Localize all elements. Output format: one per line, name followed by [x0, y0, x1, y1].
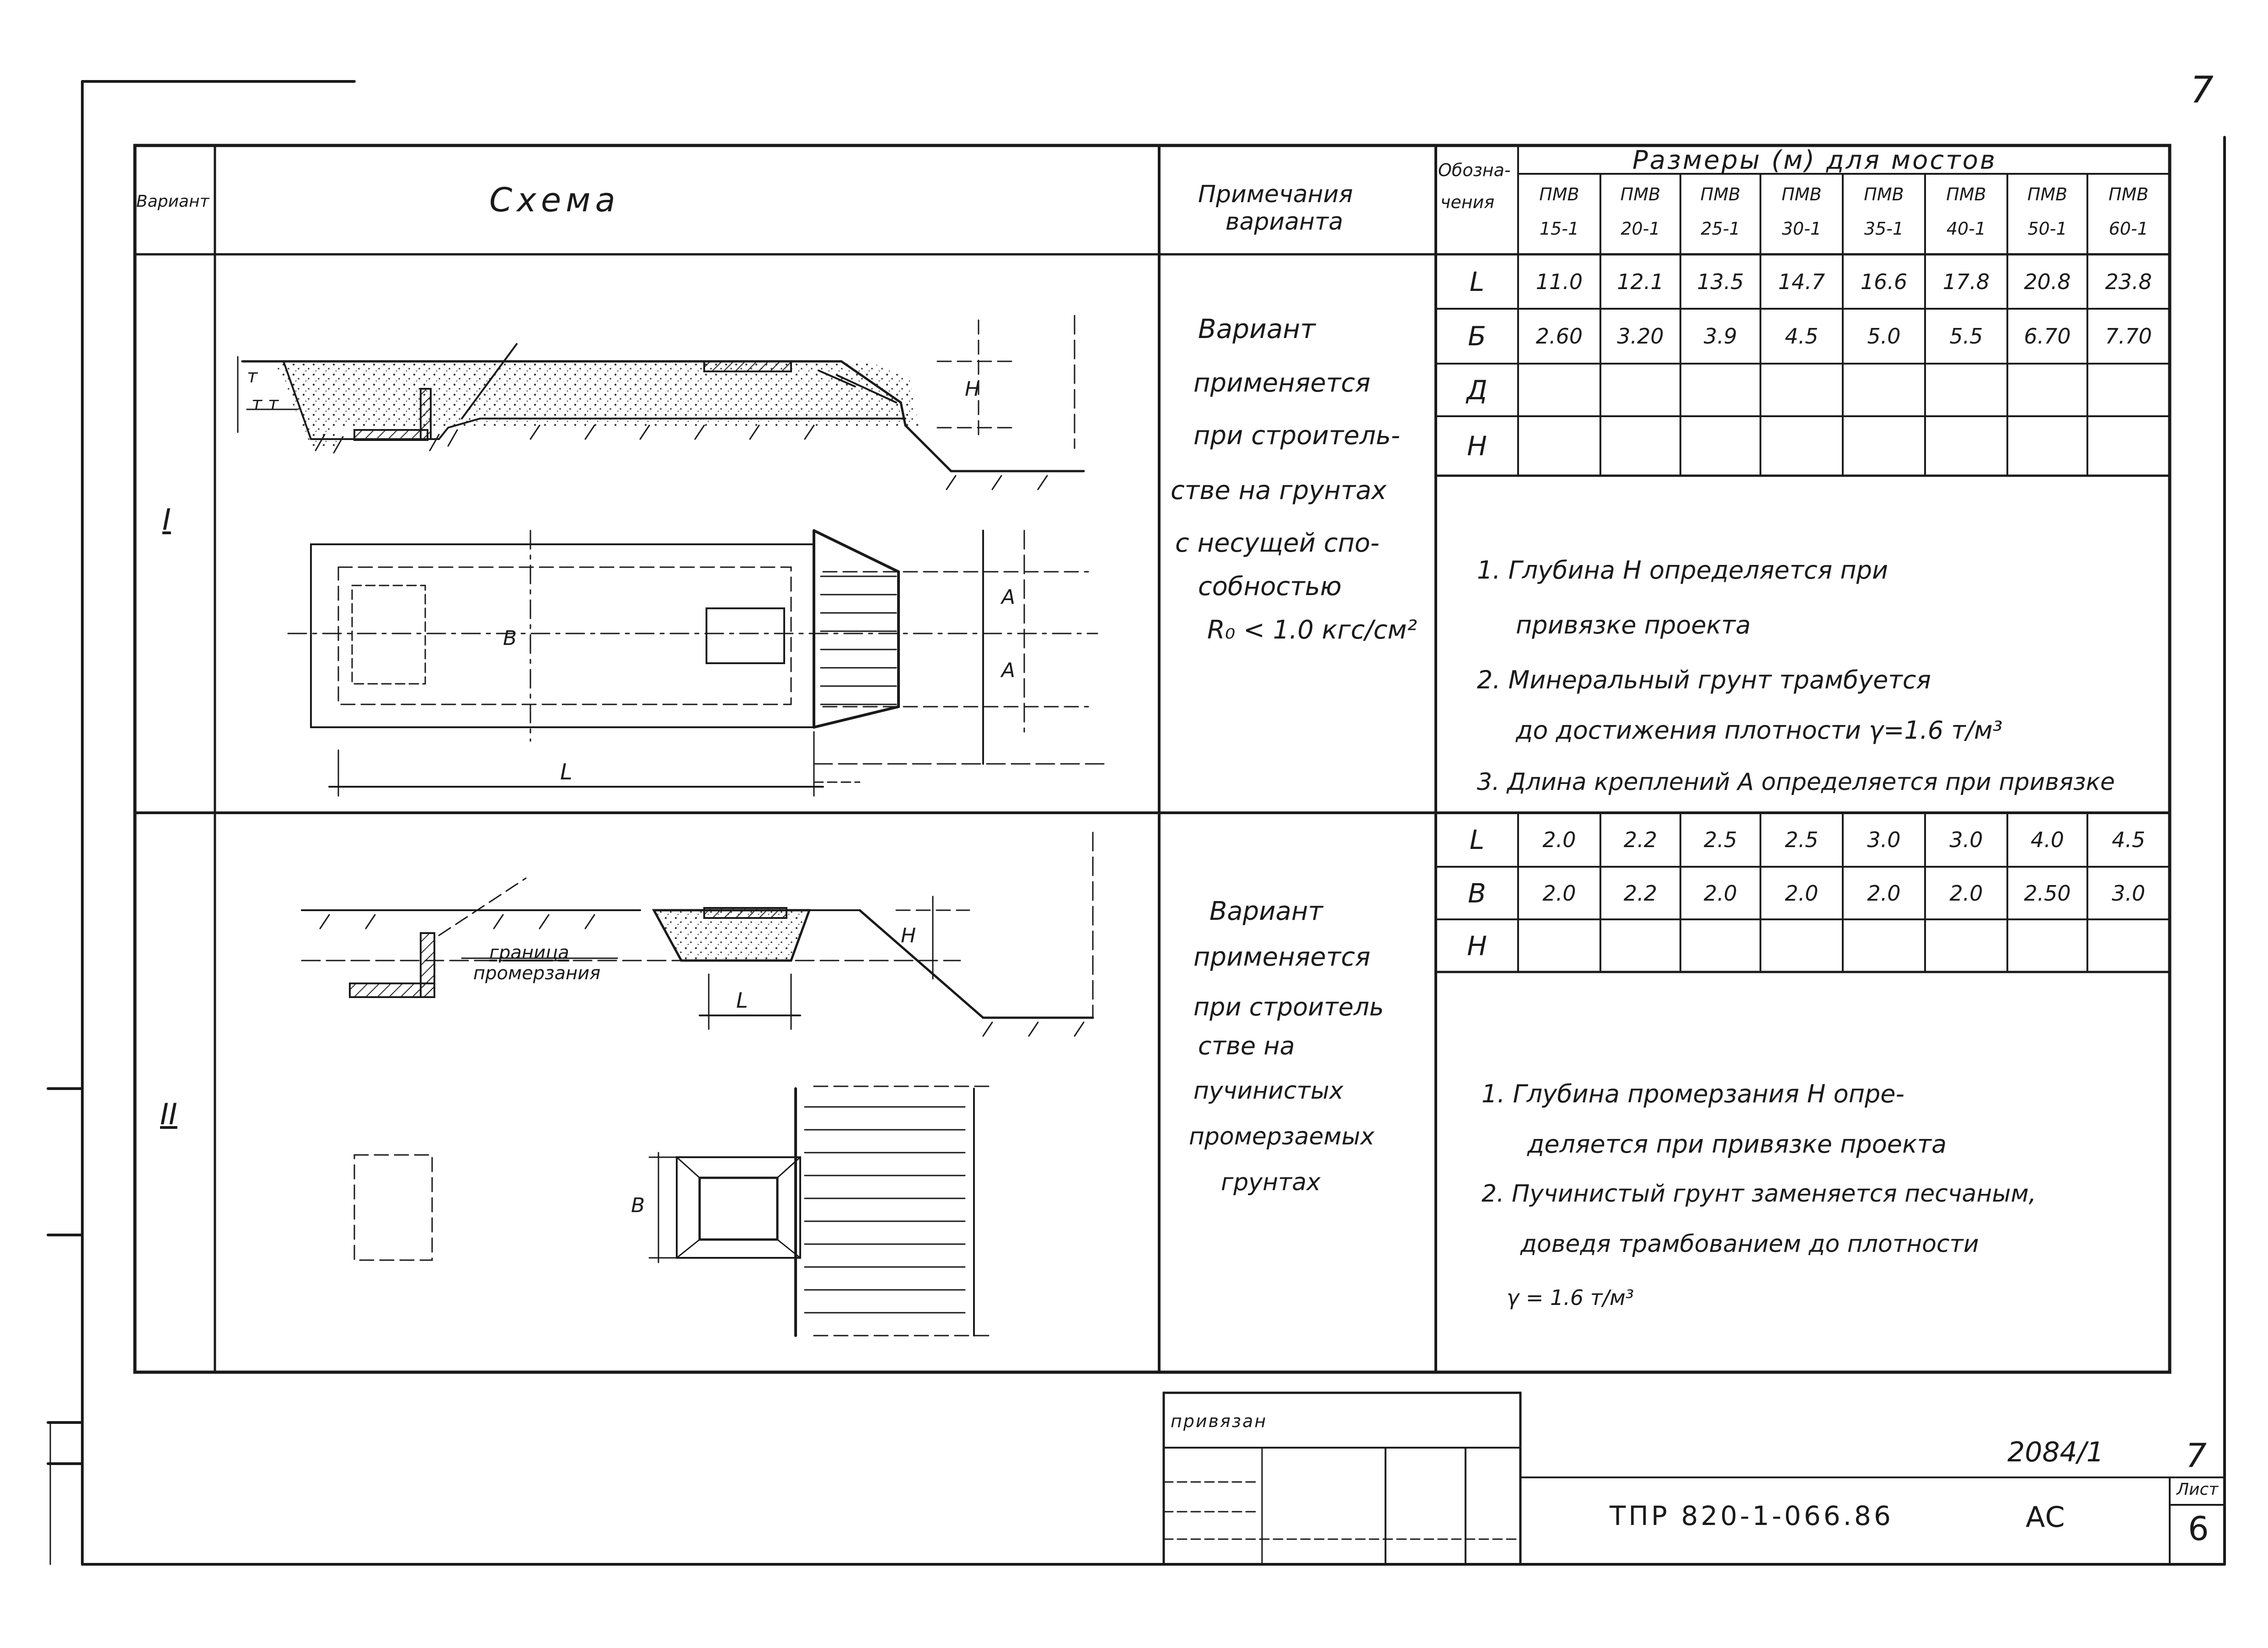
- row-symbol: Б: [1468, 321, 1486, 352]
- document-designation: ТПР 820-1-066.86: [1610, 1500, 1894, 1531]
- designation-header-line1: Обозна-: [1438, 160, 1511, 180]
- row-symbol: Д: [1466, 374, 1487, 406]
- table-cell: 20.8: [2024, 269, 2071, 294]
- sizes-header: Размеры (м) для мостов: [1632, 145, 1997, 175]
- variant-2-note-line: применяется: [1193, 942, 1371, 972]
- bridge-header: 35-1: [1864, 219, 1904, 239]
- bridge-header: 20-1: [1621, 219, 1660, 239]
- table-cell: 2.0: [1949, 880, 1983, 906]
- table-cell: 2.2: [1623, 880, 1658, 906]
- table-cell: 16.6: [1860, 269, 1908, 294]
- table-cell: 13.5: [1697, 269, 1744, 294]
- table-cell: 4.0: [2030, 827, 2065, 852]
- variant-1-note-line: стве на грунтах: [1171, 476, 1387, 505]
- variant-1-note-line: R₀ < 1.0 кгс/см²: [1207, 615, 1418, 645]
- bridge-header: ПМВ: [1781, 184, 1822, 204]
- table-cell: 4.5: [1785, 324, 1819, 349]
- bridge-header: ПМВ: [1864, 184, 1904, 204]
- variant-1-note-line: при строитель-: [1193, 421, 1401, 451]
- bridge-header: ПМВ: [1620, 184, 1661, 204]
- table-cell: 3.9: [1703, 324, 1738, 349]
- freeze-boundary-label: промерзания: [473, 963, 601, 984]
- table-cell: 14.7: [1778, 269, 1825, 294]
- table-cell: 2.0: [1703, 880, 1738, 906]
- page-number: 7: [2190, 69, 2214, 111]
- table-cell: 5.0: [1867, 324, 1901, 349]
- table-cell: 2.2: [1623, 827, 1658, 852]
- table-cell: 23.8: [2105, 269, 2152, 294]
- variant-2-remark: доведя трамбованием до плотности: [1520, 1230, 1979, 1258]
- variant-2-note-line: стве на: [1198, 1031, 1295, 1060]
- variant-1-note-line: Вариант: [1198, 313, 1316, 344]
- variant-1-remark: 2. Минеральный грунт трамбуется: [1477, 666, 1931, 694]
- table-cell: 17.8: [1942, 269, 1990, 294]
- table-cell: 3.0: [1867, 827, 1901, 852]
- table-cell: 2.0: [1542, 827, 1576, 852]
- variant-2-remark: 1. Глубина промерзания Н опре-: [1482, 1079, 1905, 1108]
- row-symbol: Н: [1467, 430, 1487, 462]
- bridge-header: ПМВ: [1946, 184, 1986, 204]
- variant-1-remark: привязке проекта: [1516, 611, 1751, 639]
- dimension-label-l: L: [736, 988, 748, 1013]
- variant-2-note-line: Вариант: [1209, 896, 1323, 926]
- bridge-header: 50-1: [2027, 219, 2067, 239]
- variant-column-header: Вариант: [136, 192, 209, 211]
- notes-header-line2: варианта: [1225, 208, 1343, 236]
- row-symbol: L: [1469, 266, 1485, 297]
- bridge-header: ПМВ: [2027, 184, 2068, 204]
- freeze-boundary-label: граница: [489, 942, 569, 963]
- table-cell: 2.0: [1542, 880, 1576, 906]
- bridge-header: ПМВ: [2108, 184, 2149, 204]
- code-number: 2084/1: [2007, 1436, 2104, 1468]
- stage-code: АС: [2026, 1500, 2065, 1534]
- bridge-header: 40-1: [1946, 219, 1986, 239]
- bridge-header: ПМВ: [1700, 184, 1741, 204]
- dimension-label-a: А: [1001, 659, 1016, 682]
- variant-1-label: I: [162, 503, 171, 537]
- dimension-label-a: А: [1001, 585, 1016, 609]
- variant-2-note-line: пучинистых: [1193, 1077, 1343, 1105]
- dimension-label-b: В: [631, 1194, 645, 1217]
- bridge-header: 60-1: [2108, 219, 2149, 239]
- notes-header-line1: Примечания: [1198, 181, 1353, 208]
- table-cell: 7.70: [2105, 324, 2152, 349]
- table-cell: 12.1: [1617, 269, 1664, 294]
- dimension-label-l: L: [560, 759, 572, 785]
- variant-2-remark: деляется при привязке проекта: [1527, 1130, 1947, 1159]
- table-cell: 2.60: [1535, 324, 1583, 349]
- table-cell: 11.0: [1535, 269, 1583, 294]
- variant-1-remark: до достижения плотности γ=1.6 т/м³: [1516, 716, 2003, 745]
- variant-2-label: II: [160, 1098, 177, 1132]
- variant-2-remark: 2. Пучинистый грунт заменяется песчаным,: [1482, 1180, 2037, 1208]
- table-cell: 3.20: [1617, 324, 1664, 349]
- variant-1-remark: 3. Длина креплений А определяется при привязке: [1477, 768, 2115, 796]
- bridge-header: 30-1: [1781, 219, 1822, 239]
- table-cell: 4.5: [2112, 827, 2145, 852]
- sheet-top-number: 7: [2186, 1436, 2207, 1475]
- dimension-label-h: Н: [965, 377, 980, 401]
- bridge-header: 25-1: [1701, 219, 1740, 239]
- table-cell: 2.50: [2024, 880, 2071, 906]
- table-cell: 2.0: [1785, 880, 1819, 906]
- row-symbol: В: [1468, 877, 1486, 909]
- variant-2-note-line: грунтах: [1221, 1169, 1321, 1196]
- table-cell: 6.70: [2024, 324, 2071, 349]
- row-symbol: Н: [1467, 930, 1487, 961]
- soil-mark: т: [247, 366, 258, 387]
- variant-1-note-line: с несущей спо-: [1175, 528, 1380, 558]
- row-symbol: L: [1469, 824, 1485, 855]
- table-cell: 2.5: [1785, 827, 1819, 852]
- table-cell: 2.5: [1703, 827, 1738, 852]
- variant-2-remark: γ = 1.6 т/м³: [1507, 1285, 1634, 1310]
- privyazan-label: привязан: [1171, 1411, 1268, 1431]
- variant-1-note-line: собностью: [1198, 572, 1342, 601]
- table-cell: 5.5: [1949, 324, 1983, 349]
- dimension-label-h: Н: [901, 924, 916, 947]
- variant-1-note-line: применяется: [1193, 368, 1371, 398]
- dimension-label-b: В: [503, 627, 517, 650]
- sheet-number: 6: [2188, 1509, 2209, 1548]
- bridge-header: ПМВ: [1539, 184, 1579, 204]
- table-cell: 3.0: [2112, 880, 2145, 906]
- designation-header-line2: чения: [1440, 192, 1495, 212]
- soil-mark: т т: [251, 393, 279, 414]
- variant-2-note-line: промерзаемых: [1189, 1123, 1375, 1150]
- variant-2-note-line: при строитель: [1193, 993, 1384, 1021]
- scheme-column-header: Схема: [489, 181, 620, 219]
- sheet-label: Лист: [2177, 1480, 2219, 1499]
- table-cell: 2.0: [1867, 880, 1901, 906]
- table-cell: 3.0: [1949, 827, 1983, 852]
- bridge-header: 15-1: [1539, 219, 1579, 239]
- variant-1-remark: 1. Глубина Н определяется при: [1477, 556, 1888, 585]
